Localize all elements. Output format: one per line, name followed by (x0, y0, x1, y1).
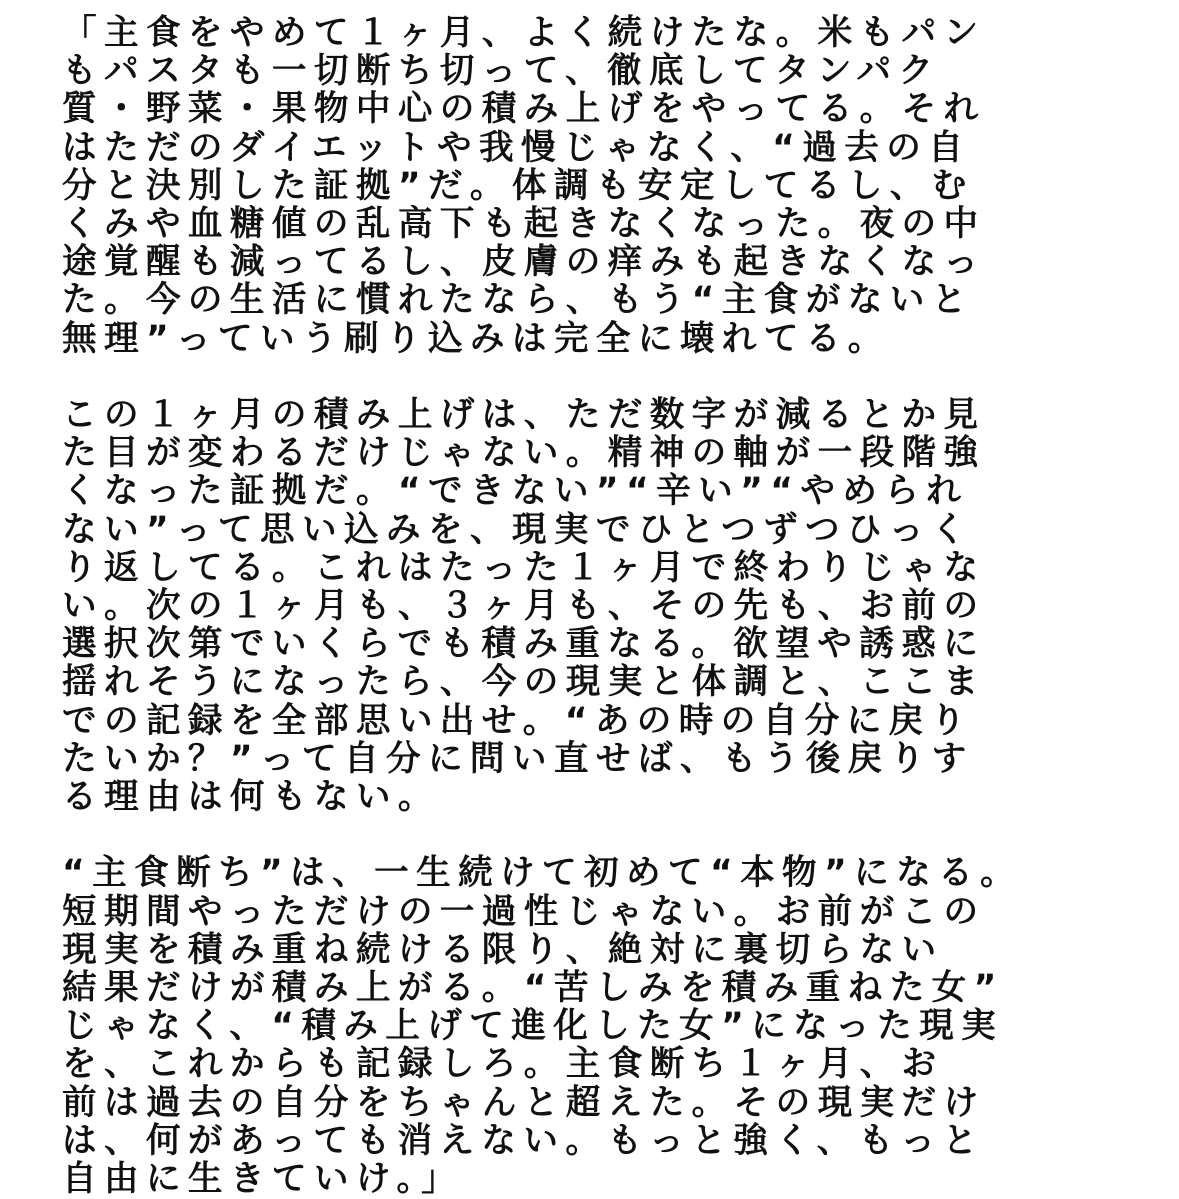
text-line: 分と決別した証拠”だ。体調も安定してるし、む (62, 165, 974, 206)
text-line: 結果だけが積み上がる。“苦しみを積み重ねた女” (62, 968, 1004, 1009)
text-line: い。次の１ヶ月も、３ヶ月も、その先も、お前の (62, 586, 986, 627)
text-line: 前は過去の自分をちゃんと超えた。その現実だけ (62, 1082, 986, 1123)
text-line: 質・野菜・果物中心の積み上げをやってる。それ (62, 89, 986, 130)
text-line: たいか？”って自分に問い直せば、もう後戻りす (62, 738, 974, 779)
text-line: り返してる。これはたった１ヶ月で終わりじゃな (62, 547, 986, 588)
text-line: での記録を全部思い出せ。“あの時の自分に戻り (62, 700, 973, 741)
document-body (62, 14, 1142, 1198)
text-line: は、何があっても消えない。もっと強く、もっと (62, 1120, 985, 1161)
paragraph-spacer (62, 816, 1142, 854)
text-line: る理由は何もない。 (62, 777, 440, 818)
text-line: た目が変わるだけじゃない。精神の軸が一段階強 (62, 433, 986, 474)
text-line: この１ヶ月の積み上げは、ただ数字が減るとか見 (62, 395, 986, 436)
text-line: “主食断ち”は、一生続けて初めて“本物”になる。 (62, 853, 1023, 894)
text-line: 短期間やっただけの一過性じゃない。お前がこの (62, 891, 986, 932)
text-line: を、これからも記録しろ。主食断ち１ヶ月、お (62, 1044, 944, 1085)
paragraph-3 (62, 854, 1142, 1198)
text-line: くみや血糖値の乱高下も起きなくなった。夜の中 (62, 204, 986, 245)
paragraph-1 (62, 14, 1142, 358)
text-line: ない”って思い込みを、現実でひとつずつひっく (62, 509, 973, 550)
text-line: 「主食をやめて１ヶ月、よく続けたな。米もパン (62, 13, 986, 53)
text-line: 無理”っていう刷り込みは完全に壊れてる。 (62, 318, 890, 359)
text-line: くなった証拠だ。“できない”“辛い”“やめられ (62, 471, 969, 512)
paragraph-2 (62, 396, 1142, 816)
text-line: た。今の生活に慣れたなら、もう“主食がないと (62, 280, 974, 321)
text-line: じゃなく、“積み上げて進化した女”になった現実 (62, 1006, 1004, 1047)
text-line: 揺れそうになったら、今の現実と体調と、ここま (62, 662, 986, 703)
text-line: もパスタも一切断ち切って、徹底してタンパク (62, 51, 941, 92)
text-line: 選択次第でいくらでも積み重なる。欲望や誘惑に (62, 624, 986, 665)
text-line: はただのダイエットや我慢じゃなく、“過去の自 (62, 127, 971, 168)
paragraph-spacer (62, 358, 1142, 396)
text-line: 現実を積み重ね続ける限り、絶対に裏切らない (62, 929, 944, 970)
text-line: 途覚醒も減ってるし、皮膚の痒みも起きなくなっ (62, 242, 986, 283)
text-line: 自由に生きていけ。」 (62, 1159, 464, 1199)
